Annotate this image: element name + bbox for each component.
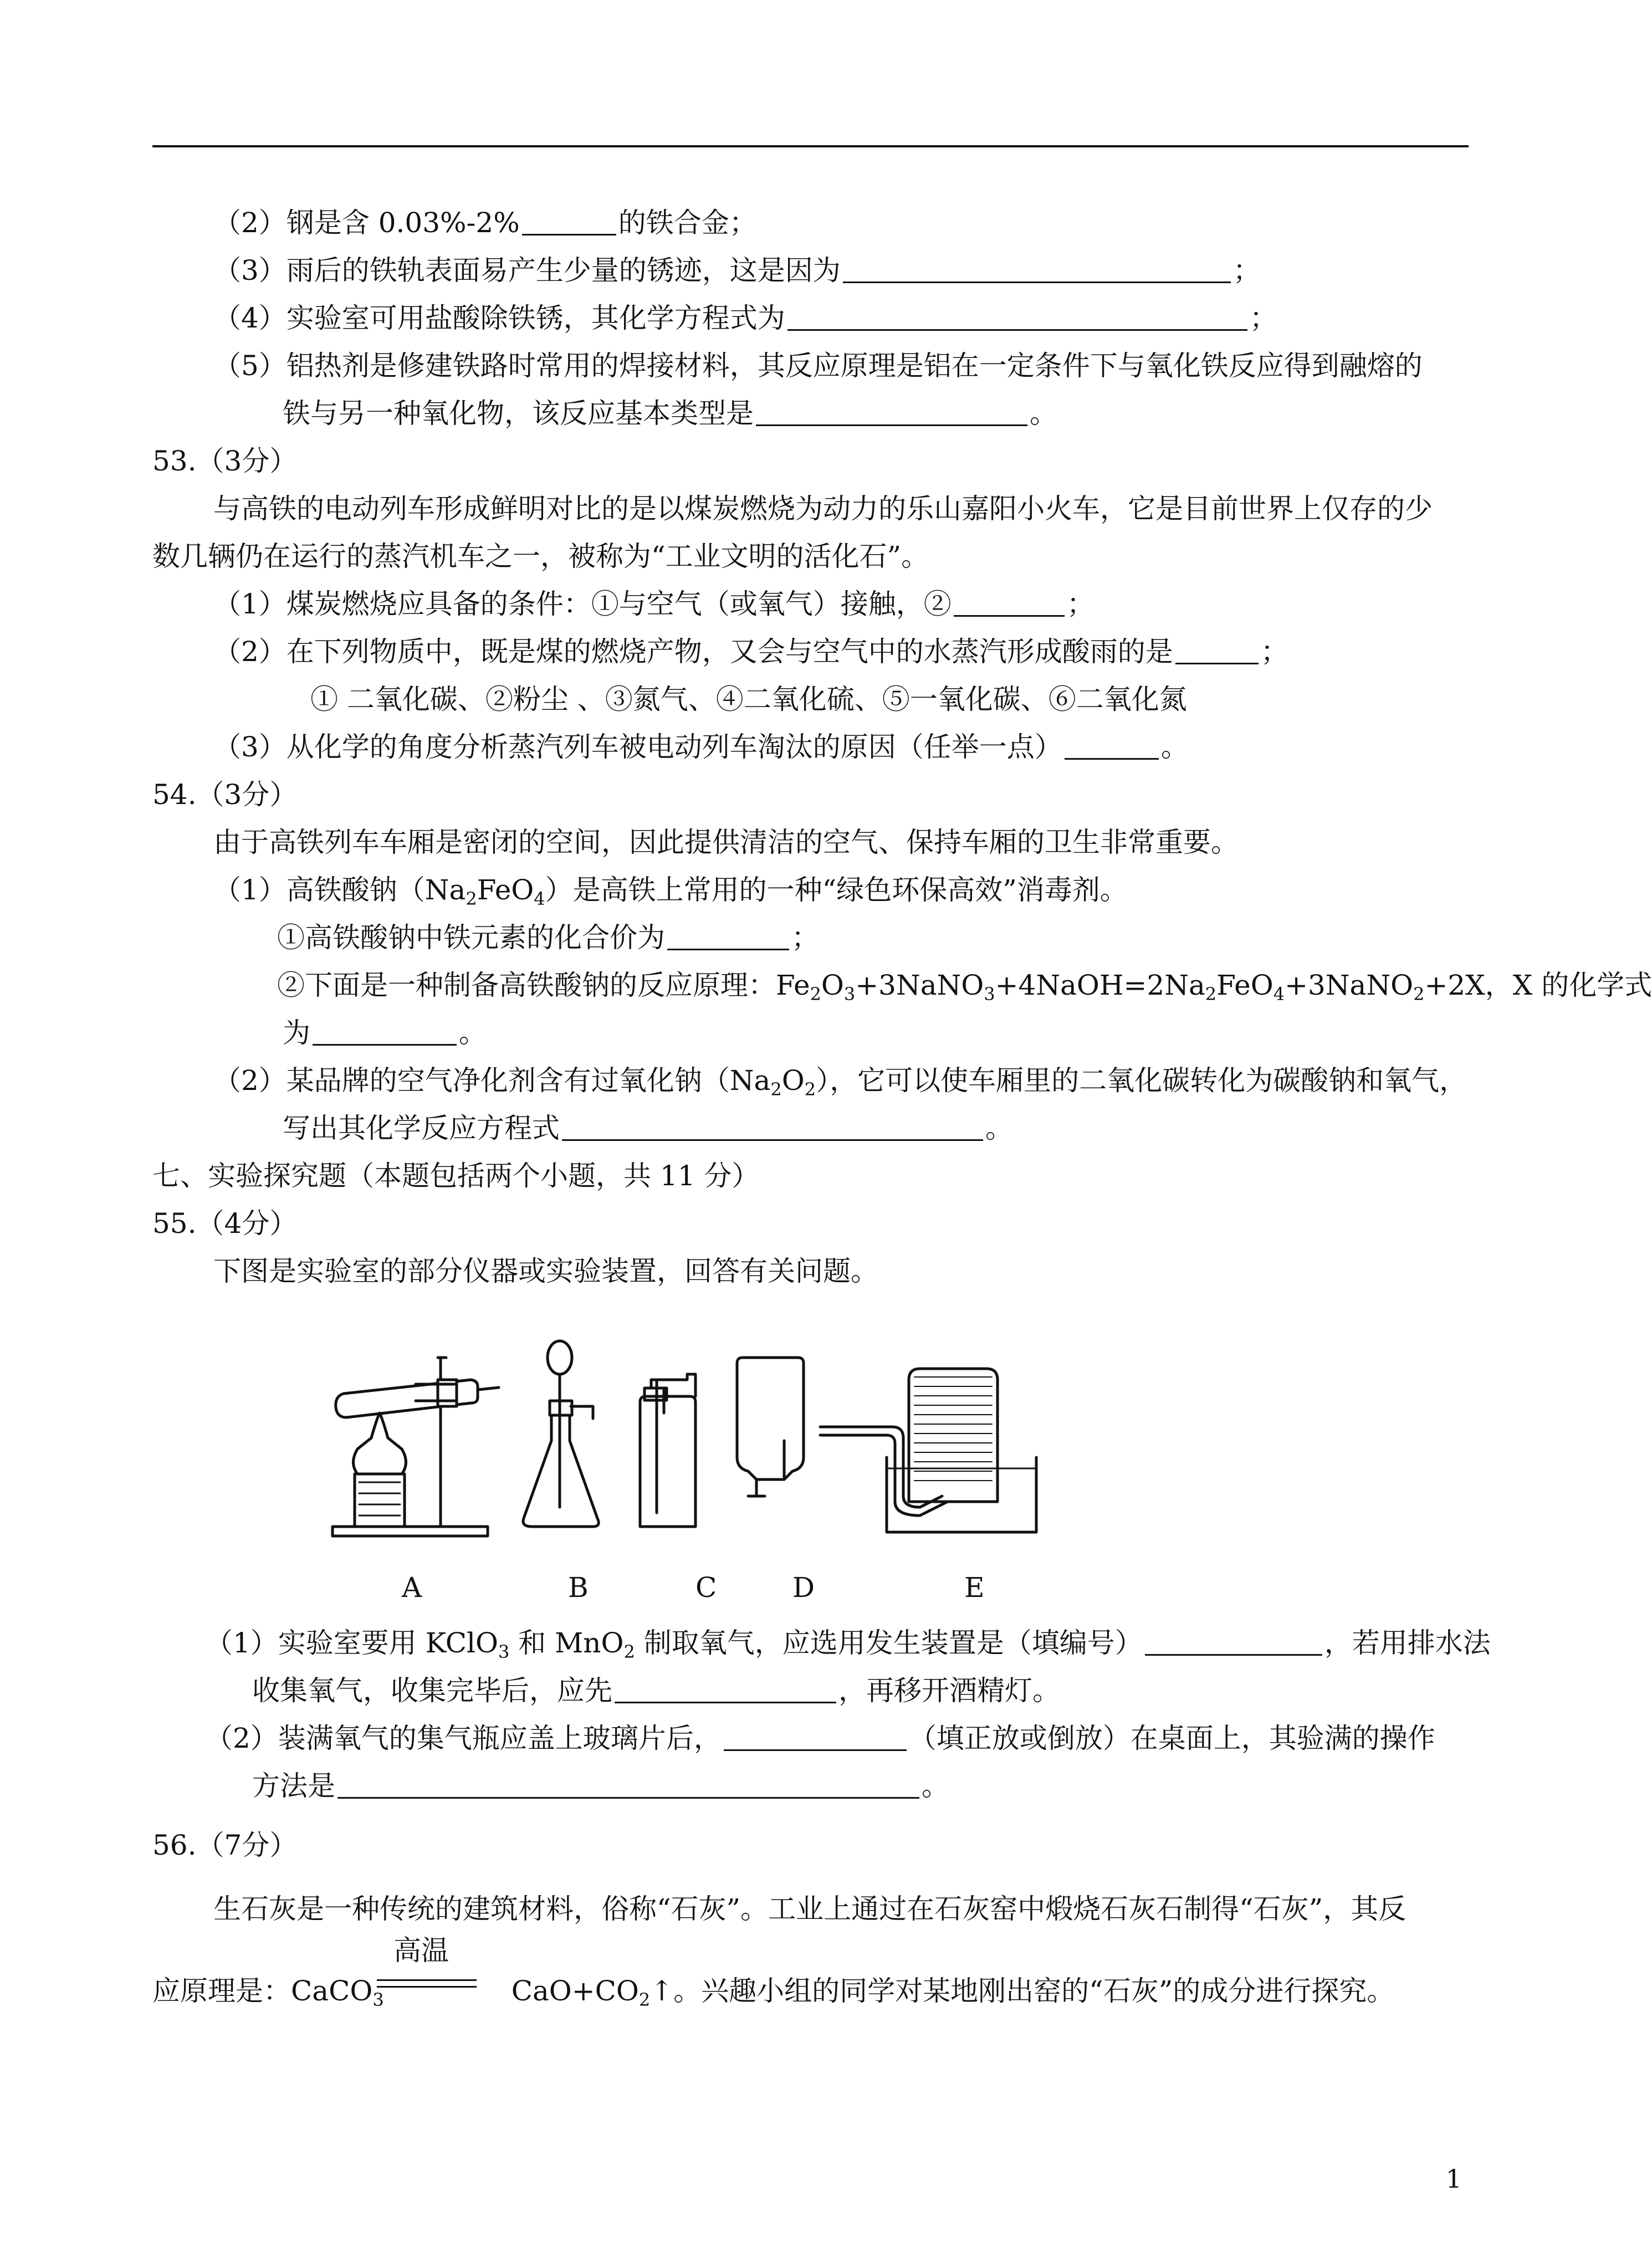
question-55-header: 55.（4分） bbox=[152, 1207, 298, 1240]
q52-part2: （2）钢是含 0.03%-2% 的铁合金； bbox=[213, 207, 757, 239]
q56-paragraph-1: 生石灰是一种传统的建筑材料，俗称“石灰”。工业上通过在石灰窑中煅烧石灰石制得“石灰”，其反 bbox=[213, 1893, 1406, 1925]
q53-part3: （3）从化学的角度分析蒸汽列车被电动列车淘汰的原因（任举一点） 。 bbox=[213, 731, 1189, 763]
answer-blank[interactable] bbox=[843, 257, 1231, 283]
figure-label-b: B bbox=[568, 1571, 589, 1604]
answer-blank[interactable] bbox=[724, 1725, 907, 1751]
q55-part1: （1）实验室要用 KClO$_3$ 和 MnO$_2$ 制取氧气，应选用发生装置是（填编号） ，若用排水法 bbox=[205, 1627, 1491, 1662]
figure-label-c: C bbox=[695, 1571, 717, 1604]
answer-blank[interactable] bbox=[1175, 638, 1259, 664]
q54-part2-cont: 写出其化学反应方程式 。 bbox=[283, 1112, 1013, 1144]
answer-blank[interactable] bbox=[667, 924, 789, 950]
q52-part5-cont: 铁与另一种氧化物，该反应基本类型是 。 bbox=[283, 397, 1057, 429]
q53-options: ① 二氧化碳、②粉尘 、③氮气、④二氧化硫、⑤一氧化碳、⑥二氧化氮 bbox=[310, 683, 1187, 715]
q53-part2: （2）在下列物质中，既是煤的燃烧产物，又会与空气中的水蒸汽形成酸雨的是 ； bbox=[213, 636, 1288, 668]
q54-part1-i: ①高铁酸钠中铁元素的化合价为 ； bbox=[277, 921, 819, 954]
apparatus-d bbox=[737, 1358, 804, 1496]
q56-paragraph-2: 应原理是：CaCO$_3$ $CaO+CO_2↑$。兴趣小组的同学对某地刚出窑的“石灰”的成分进行探究。 bbox=[152, 1975, 1395, 2010]
apparatus-c bbox=[640, 1374, 695, 1527]
q53-paragraph-1: 与高铁的电动列车形成鲜明对比的是以煤炭燃烧为动力的乐山嘉阳小火车，它是目前世界上仅存的少 bbox=[213, 493, 1433, 525]
figure-label-e: E bbox=[964, 1571, 985, 1604]
answer-blank[interactable] bbox=[954, 591, 1065, 617]
figure-label-a: A bbox=[402, 1571, 422, 1604]
q53-part1: （1）煤炭燃烧应具备的条件：①与空气（或氧气）接触，② ； bbox=[213, 588, 1094, 620]
answer-blank[interactable] bbox=[1145, 1630, 1322, 1656]
question-56-header: 56.（7分） bbox=[152, 1829, 298, 1861]
reaction-condition: 高温 bbox=[393, 1934, 449, 1967]
answer-blank[interactable] bbox=[562, 1115, 983, 1141]
q52-part3: （3）雨后的铁轨表面易产生少量的锈迹，这是因为 ； bbox=[213, 254, 1261, 286]
reaction-equals-bar-bottom bbox=[377, 1986, 477, 1988]
q55-part2: （2）装满氧气的集气瓶应盖上玻璃片后， （填正放或倒放）在桌面上，其验满的操作 bbox=[205, 1722, 1435, 1754]
q53-paragraph-2: 数几辆仍在运行的蒸汽机车之一，被称为“工业文明的活化石”。 bbox=[152, 540, 929, 572]
question-54-header: 54.（3分） bbox=[152, 779, 298, 811]
q55-part2-cont: 方法是 。 bbox=[252, 1770, 949, 1802]
apparatus-e bbox=[820, 1369, 1036, 1532]
apparatus-a bbox=[333, 1358, 499, 1536]
q52-part4: （4）实验室可用盐酸除铁锈，其化学方程式为 ； bbox=[213, 302, 1277, 334]
question-53-header: 53.（3分） bbox=[152, 445, 298, 477]
answer-blank[interactable] bbox=[337, 1773, 919, 1799]
answer-blank[interactable] bbox=[522, 209, 616, 235]
q54-part1: （1）高铁酸钠$(Na_2FeO_4)$是高铁上常用的一种“绿色环保高效”消毒剂。 bbox=[213, 874, 1128, 909]
reaction-equals-bar-top bbox=[377, 1979, 477, 1981]
q52-part5: （5）铝热剂是修建铁路时常用的焊接材料，其反应原理是铝在一定条件下与氧化铁反应得到融熔的 bbox=[213, 350, 1423, 382]
header-rule bbox=[152, 145, 1469, 147]
q54-part1-ii: ②下面是一种制备高铁酸钠的反应原理：$Fe_2O_3+3NaNO_3+4NaOH=2Na_2FeO_4+3NaNO_2+2X$，X 的化学式 bbox=[277, 969, 1652, 1005]
answer-blank[interactable] bbox=[787, 305, 1247, 331]
q55-intro: 下图是实验室的部分仪器或实验装置，回答有关问题。 bbox=[213, 1255, 878, 1287]
answer-blank[interactable] bbox=[1065, 734, 1159, 760]
answer-blank[interactable] bbox=[756, 400, 1027, 426]
q54-part1-ii-cont: 为 。 bbox=[283, 1017, 487, 1049]
apparatus-b bbox=[523, 1341, 599, 1527]
section-7-title: 七、实验探究题（本题包括两个小题，共 11 分） bbox=[152, 1160, 760, 1192]
page-number: 1 bbox=[1445, 2164, 1462, 2194]
q54-part2: （2）某品牌的空气净化剂含有过氧化钠$(Na_2O_2)$，它可以使车厢里的二氧化碳转化为碳酸钠和氧气， bbox=[213, 1064, 1467, 1100]
q55-part1-cont: 收集氧气，收集完毕后，应先 ，再移开酒精灯。 bbox=[252, 1675, 1060, 1707]
answer-blank[interactable] bbox=[615, 1677, 836, 1703]
q54-paragraph: 由于高铁列车车厢是密闭的空间，因此提供清洁的空气、保持车厢的卫生非常重要。 bbox=[213, 826, 1239, 858]
answer-blank[interactable] bbox=[313, 1020, 457, 1046]
figure-label-d: D bbox=[792, 1571, 815, 1604]
lab-apparatus-figure bbox=[333, 1335, 1108, 1552]
